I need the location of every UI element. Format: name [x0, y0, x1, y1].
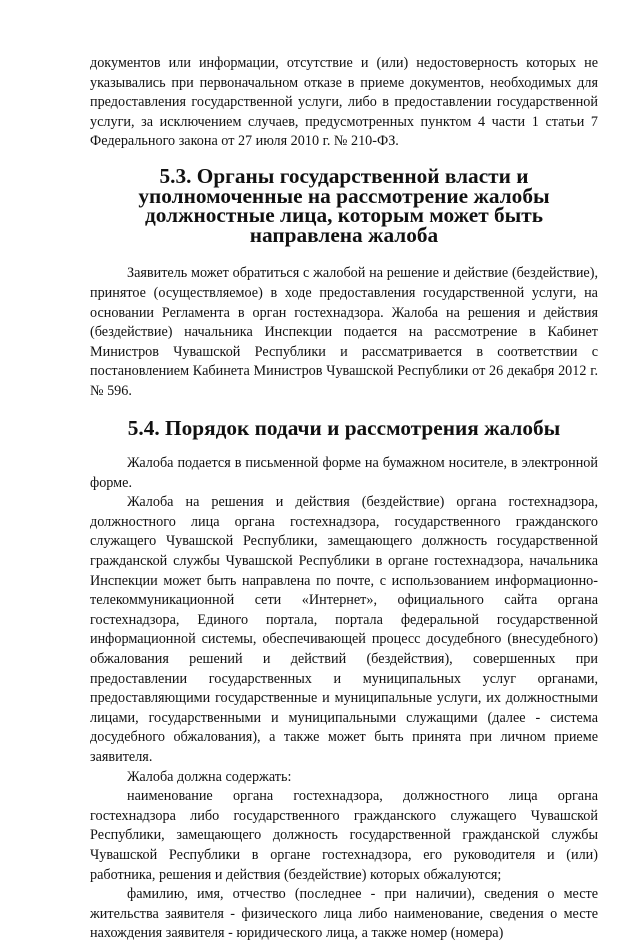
paragraph: фамилию, имя, отчество (последнее - при наличии), сведения о месте жительства заявителя - физического лица либо наименование, сведения о месте нахождения заявителя - юридического лица, а также номер (номера)	[90, 886, 598, 942]
paragraph: Заявитель может обратиться с жалобой на решение и действие (бездействие), принятое (осуществляемое) в ходе предоставления государственной услуги, на основании Регламента в орган гостехнадзора. Жалоба на решения и действия (бездействие) начальника Инспекции подается на рассмотрение в Кабинет Министров Чувашской Республики и рассматривается в соответствии с постановлением Кабинета Министров Чувашской Республики от 26 декабря 2012 г. № 596.	[90, 265, 598, 399]
paragraph: Жалоба на решения и действия (бездействие) органа гостехнадзора, должностного лица органа гостехнадзора, государственного гражданского служащего Чувашской Республики, замещающего должность государственной гражданской службы Чувашской Республики в органе гостехнадзора, начальника Инспекции может быть направлена по почте, с использованием информационно-телекоммуникационной сети «Интернет», официального сайта органа гостехнадзора, Единого портала, портала федеральной государственной информационной системы, обеспечивающей процесс досудебного (внесудебного) обжалования решений и действий (бездействия), совершенных при предоставлении государственных и муниципальных услуг органами, предоставляющими государственные и муниципальные услуги, их должностными лицами, государственными и муниципальными служащими (далее - система досудебного обжалования), а также может быть принята при личном приеме заявителя.	[90, 494, 598, 765]
document-body	[90, 54, 598, 944]
continued-paragraph: документов или информации, отсутствие и (или) недостоверность которых не указывались при первоначальном отказе в приеме документов, необходимых для предоставления государственной услуги, либо в предоставлении государственной услуги, за исключением случаев, предусмотренных пунктом 4 части 1 статьи 7 Федерального закона от 27 июля 2010 г. № 210-ФЗ.	[90, 55, 598, 150]
paragraph: Жалоба подается в письменной форме на бумажном носителе, в электронной форме.	[90, 455, 598, 491]
paragraph: наименование органа гостехнадзора, должностного лица органа гостехнадзора либо государственного гражданского служащего Чувашской Республики, замещающего должность государственной гражданской службы Чувашской Республики в органе гостехнадзора, его руководителя и (или) работника, решения и действия (бездействие) которых обжалуются;	[90, 788, 598, 883]
paragraph: Жалоба должна содержать:	[127, 768, 292, 785]
section-heading-5-4: 5.4. Порядок подачи и рассмотрения жалобы	[127, 415, 561, 440]
section-heading-5-3: 5.3. Органы государственной власти и уполномоченные на рассмотрение жалобы должностные лица, которым может быть направлена жалоба	[138, 163, 550, 247]
section-5-3-body	[90, 264, 598, 401]
section-5-4-body	[90, 454, 598, 944]
